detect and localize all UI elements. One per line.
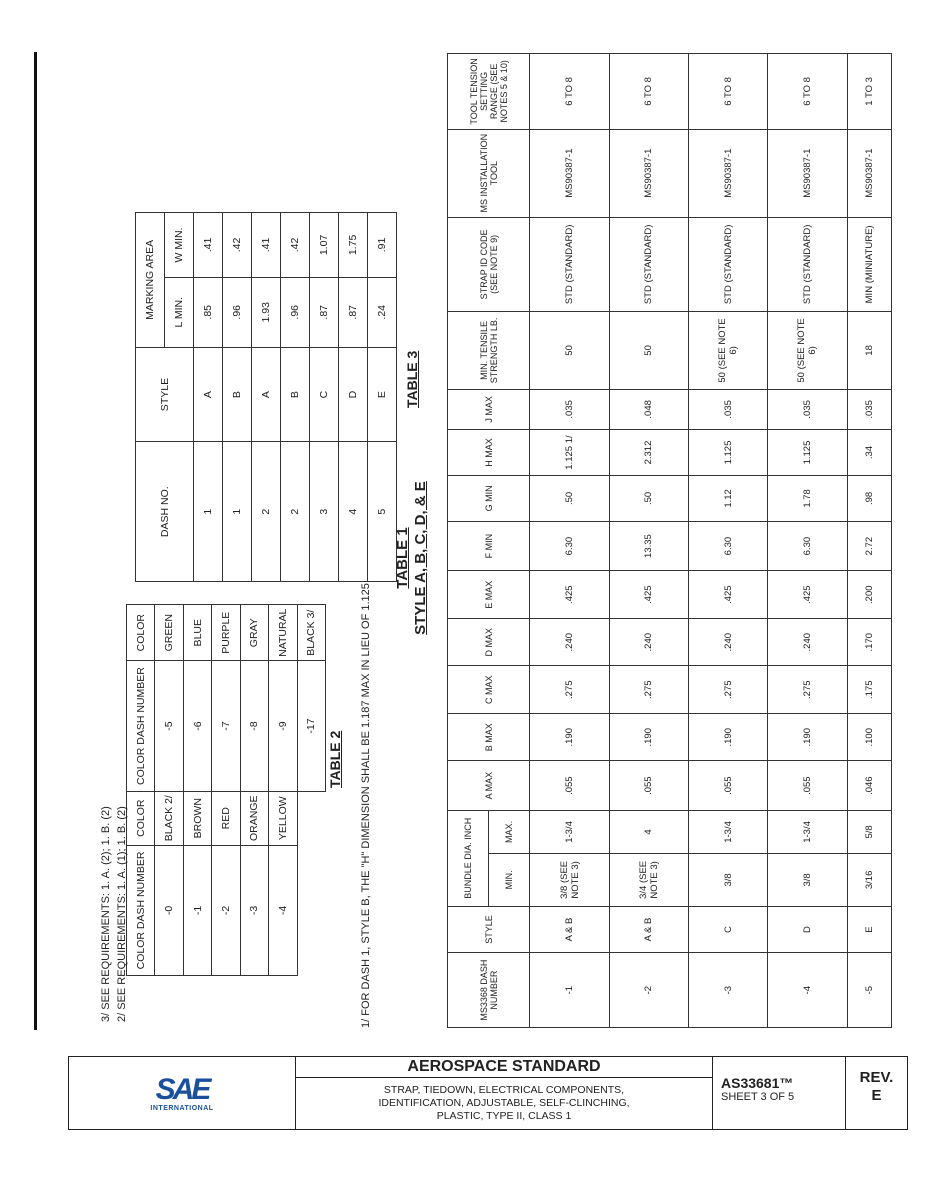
cell-d: .240 (530, 618, 609, 666)
cell-c: .275 (768, 666, 847, 714)
table2-header-row (127, 605, 155, 976)
t3-cell: .41 (194, 213, 223, 278)
t3-cell: 3 (310, 442, 339, 582)
cell-f: 6.30 (689, 521, 768, 571)
table3-row (252, 213, 281, 582)
cell-dash: -3 (689, 953, 768, 1028)
t3-cell: 1.07 (310, 213, 339, 278)
table1-row (530, 54, 609, 1028)
th-style: STYLE (448, 906, 530, 953)
cell-max: 5/8 (847, 810, 891, 853)
t2-th-3: COLOR (127, 605, 155, 661)
t2-cell: BLUE (183, 605, 211, 661)
t3-cell: 2 (252, 442, 281, 582)
cell-tool: MS90387-1 (768, 129, 847, 217)
th-b: B MAX (448, 713, 530, 761)
cell-strap: STD (STANDARD) (768, 217, 847, 312)
cell-b: .190 (689, 713, 768, 761)
cell-d: .240 (609, 618, 688, 666)
cell-tensile: 50 (SEE NOTE 6) (768, 312, 847, 390)
cell-j: .035 (768, 389, 847, 429)
cell-b: .190 (609, 713, 688, 761)
th-j: J MAX (448, 389, 530, 429)
t2-cell: PURPLE (212, 605, 240, 661)
t3-th-w: W MIN. (165, 213, 194, 278)
cell-g: 1.78 (768, 476, 847, 522)
t3-cell: .87 (310, 277, 339, 347)
cell-min: 3/8 (768, 854, 847, 907)
t2-cell: BLACK 2/ (155, 791, 183, 845)
table3-title: TABLE 3 (404, 350, 420, 408)
table2-row (212, 605, 240, 976)
table1-row (847, 54, 891, 1028)
t2-cell: BROWN (183, 791, 211, 845)
cell-c: .175 (847, 666, 891, 714)
cell-a: .046 (847, 761, 891, 810)
th-a: A MAX (448, 761, 530, 810)
cell-tension: 1 TO 3 (847, 54, 891, 130)
table3-row (368, 213, 397, 582)
margin-bar (34, 52, 37, 1030)
standard-heading: AEROSPACE STANDARD (296, 1057, 712, 1078)
table2-note-2: 2/ SEE REQUIREMENTS: 1. A. (1); 1. B. (2) (116, 806, 128, 1022)
t2-th-1: COLOR (127, 791, 155, 845)
cell-b: .190 (530, 713, 609, 761)
cell-g: .50 (609, 476, 688, 522)
t3-cell: B (281, 347, 310, 442)
table1-row (689, 54, 768, 1028)
revision (846, 1057, 907, 1129)
cell-c: .275 (609, 666, 688, 714)
table-2 (126, 604, 326, 976)
table1-title: TABLE 1 (394, 527, 411, 589)
cell-h: 1.125 (689, 429, 768, 475)
cell-strap: STD (STANDARD) (530, 217, 609, 312)
cell-h: 1.125 (768, 429, 847, 475)
cell-style: E (847, 906, 891, 953)
desc-line-3: PLASTIC, TYPE II, CLASS 1 (436, 1110, 572, 1122)
t2-cell: GRAY (240, 605, 268, 661)
th-d: D MAX (448, 618, 530, 666)
cell-max: 1-3/4 (768, 810, 847, 853)
th-g: G MIN (448, 476, 530, 522)
cell-d: .170 (847, 618, 891, 666)
cell-style: A & B (530, 906, 609, 953)
cell-min: 3/4 (SEE NOTE 3) (609, 854, 688, 907)
cell-tensile: 50 (530, 312, 609, 390)
rotated-content (92, 48, 912, 1038)
t2-cell (297, 845, 325, 975)
cell-e: .425 (689, 571, 768, 619)
t3-cell: .96 (281, 277, 310, 347)
t3-th-l: L MIN. (165, 277, 194, 347)
th-max: MAX. (489, 810, 530, 853)
cell-e: .200 (847, 571, 891, 619)
cell-tool: MS90387-1 (609, 129, 688, 217)
table1-row (609, 54, 688, 1028)
cell-f: 2.72 (847, 521, 891, 571)
th-dash: MS3368 DASH NUMBER (448, 953, 530, 1028)
t3-cell: .24 (368, 277, 397, 347)
th-tool: MS INSTALLATION TOOL (448, 129, 530, 217)
t3-cell: .91 (368, 213, 397, 278)
t3-cell: D (339, 347, 368, 442)
cell-b: .100 (847, 713, 891, 761)
cell-strap: STD (STANDARD) (689, 217, 768, 312)
cell-tensile: 50 (609, 312, 688, 390)
table3-body (194, 213, 397, 582)
t3-cell: .87 (339, 277, 368, 347)
table3-row (310, 213, 339, 582)
cell-max: 4 (609, 810, 688, 853)
cell-h: .34 (847, 429, 891, 475)
t3-cell: 4 (339, 442, 368, 582)
t3-cell: E (368, 347, 397, 442)
cell-strap: STD (STANDARD) (609, 217, 688, 312)
t3-cell: .96 (223, 277, 252, 347)
sae-logo (69, 1057, 296, 1129)
t3-cell: .85 (194, 277, 223, 347)
cell-c: .275 (689, 666, 768, 714)
cell-a: .055 (689, 761, 768, 810)
cell-h: 1.125 1/ (530, 429, 609, 475)
cell-tensile: 50 (SEE NOTE 6) (689, 312, 768, 390)
cell-tension: 6 TO 8 (689, 54, 768, 130)
cell-f: 13.35 (609, 521, 688, 571)
cell-g: .98 (847, 476, 891, 522)
cell-d: .240 (689, 618, 768, 666)
cell-a: .055 (609, 761, 688, 810)
cell-strap: MIN (MINIATURE) (847, 217, 891, 312)
cell-j: .035 (689, 389, 768, 429)
cell-max: 1-3/4 (530, 810, 609, 853)
table1-body (530, 54, 892, 1028)
table2-row (269, 605, 297, 976)
t3-cell: 1 (223, 442, 252, 582)
table2-row (240, 605, 268, 976)
title-block (68, 1056, 908, 1130)
t3-cell: B (223, 347, 252, 442)
cell-dash: -4 (768, 953, 847, 1028)
table-3 (135, 212, 397, 582)
table1-title-block (394, 458, 430, 658)
cell-e: .425 (530, 571, 609, 619)
document-id (713, 1057, 846, 1129)
t2-th-2: COLOR DASH NUMBER (127, 661, 155, 791)
table1-subtitle: STYLE A, B, C, D, & E (412, 481, 429, 635)
cell-a: .055 (530, 761, 609, 810)
cell-tool: MS90387-1 (689, 129, 768, 217)
cell-f: 6.30 (530, 521, 609, 571)
cell-style: D (768, 906, 847, 953)
sheet-number: SHEET 3 OF 5 (721, 1091, 795, 1103)
cell-tool: MS90387-1 (847, 129, 891, 217)
table2-title: TABLE 2 (327, 730, 343, 788)
cell-g: .50 (530, 476, 609, 522)
t3-th-style: STYLE (136, 347, 194, 442)
cell-tension: 6 TO 8 (768, 54, 847, 130)
t2-cell: -1 (183, 845, 211, 975)
cell-e: .425 (768, 571, 847, 619)
th-bundle: BUNDLE DIA. INCH (448, 810, 489, 906)
cell-g: 1.12 (689, 476, 768, 522)
table3-row (281, 213, 310, 582)
cell-e: .425 (609, 571, 688, 619)
cell-c: .275 (530, 666, 609, 714)
cell-b: .190 (768, 713, 847, 761)
cell-style: C (689, 906, 768, 953)
table3-row (194, 213, 223, 582)
rev-value: E (871, 1087, 882, 1104)
t3-cell: 1 (194, 442, 223, 582)
t3-cell: 1.75 (339, 213, 368, 278)
t3-cell: A (194, 347, 223, 442)
cell-a: .055 (768, 761, 847, 810)
desc-line-1: STRAP, TIEDOWN, ELECTRICAL COMPONENTS, (383, 1084, 625, 1096)
th-c: C MAX (448, 666, 530, 714)
t3-cell: .42 (223, 213, 252, 278)
t2-cell: YELLOW (269, 791, 297, 845)
t3-cell: .41 (252, 213, 281, 278)
logo-subtext: INTERNATIONAL (150, 1104, 214, 1112)
table3-header-row (136, 213, 165, 582)
t3-cell: 1.93 (252, 277, 281, 347)
cell-f: 6.30 (768, 521, 847, 571)
t2-cell (297, 791, 325, 845)
t2-cell: RED (212, 791, 240, 845)
t2-cell: -3 (240, 845, 268, 975)
t2-cell: -9 (269, 661, 297, 791)
cell-max: 1-3/4 (689, 810, 768, 853)
th-e: E MAX (448, 571, 530, 619)
th-h: H MAX (448, 429, 530, 475)
cell-tension: 6 TO 8 (530, 54, 609, 130)
table-1 (447, 53, 892, 1028)
table1-row (768, 54, 847, 1028)
th-min: MIN. (489, 854, 530, 907)
t2-cell: -2 (212, 845, 240, 975)
table2-note-3: 3/ SEE REQUIREMENTS: 1. A. (2); 1. B. (2) (100, 806, 112, 1022)
cell-min: 3/8 (SEE NOTE 3) (530, 854, 609, 907)
table2-row (183, 605, 211, 976)
cell-h: 2.312 (609, 429, 688, 475)
cell-min: 3/16 (847, 854, 891, 907)
cell-d: .240 (768, 618, 847, 666)
t2-cell: -4 (269, 845, 297, 975)
cell-tensile: 18 (847, 312, 891, 390)
t2-cell: GREEN (155, 605, 183, 661)
t3-th-marking: MARKING AREA (136, 213, 165, 348)
cell-style: A & B (609, 906, 688, 953)
title-block-description (296, 1057, 713, 1129)
cell-min: 3/8 (689, 854, 768, 907)
desc-line-2: IDENTIFICATION, ADJUSTABLE, SELF-CLINCHING, (378, 1097, 630, 1109)
t2-cell: ORANGE (240, 791, 268, 845)
standard-description (296, 1078, 712, 1129)
th-tension: TOOL TENSION SETTING RANGE (SEE NOTES 5 & 10) (448, 54, 530, 130)
cell-dash: -2 (609, 953, 688, 1028)
t3-cell: C (310, 347, 339, 442)
cell-dash: -1 (530, 953, 609, 1028)
t3-cell: 5 (368, 442, 397, 582)
t2-cell: BLACK 3/ (297, 605, 325, 661)
table2-body (155, 605, 326, 976)
t3-cell: A (252, 347, 281, 442)
table1-header-row (448, 54, 489, 1028)
table3-row (339, 213, 368, 582)
t2-cell: -17 (297, 661, 325, 791)
table3-row (223, 213, 252, 582)
t2-th-0: COLOR DASH NUMBER (127, 845, 155, 975)
t2-cell: -7 (212, 661, 240, 791)
t3-cell: 2 (281, 442, 310, 582)
t2-cell: -6 (183, 661, 211, 791)
th-f: F MIN (448, 521, 530, 571)
th-strap: STRAP ID CODE (SEE NOTE 9) (448, 217, 530, 312)
logo-mark: SAE (155, 1072, 209, 1106)
th-tensile: MIN. TENSILE STRENGTH LB. (448, 312, 530, 390)
cell-dash: -5 (847, 953, 891, 1028)
table1-note: 1/ FOR DASH 1, STYLE B, THE "H" DIMENSION SHALL BE 1.187 MAX IN LIEU OF 1.125. (360, 580, 372, 1028)
cell-j: .035 (530, 389, 609, 429)
table2-row (297, 605, 325, 976)
t3-th-dash: DASH NO. (136, 442, 194, 582)
doc-number: AS33681™ (721, 1075, 794, 1091)
cell-tool: MS90387-1 (530, 129, 609, 217)
t3-cell: .42 (281, 213, 310, 278)
table2-row (155, 605, 183, 976)
t2-cell: -5 (155, 661, 183, 791)
cell-j: .035 (847, 389, 891, 429)
t2-cell: -8 (240, 661, 268, 791)
t2-cell: NATURAL (269, 605, 297, 661)
t2-cell: -0 (155, 845, 183, 975)
cell-j: .048 (609, 389, 688, 429)
cell-tension: 6 TO 8 (609, 54, 688, 130)
rev-label: REV. (859, 1069, 894, 1086)
